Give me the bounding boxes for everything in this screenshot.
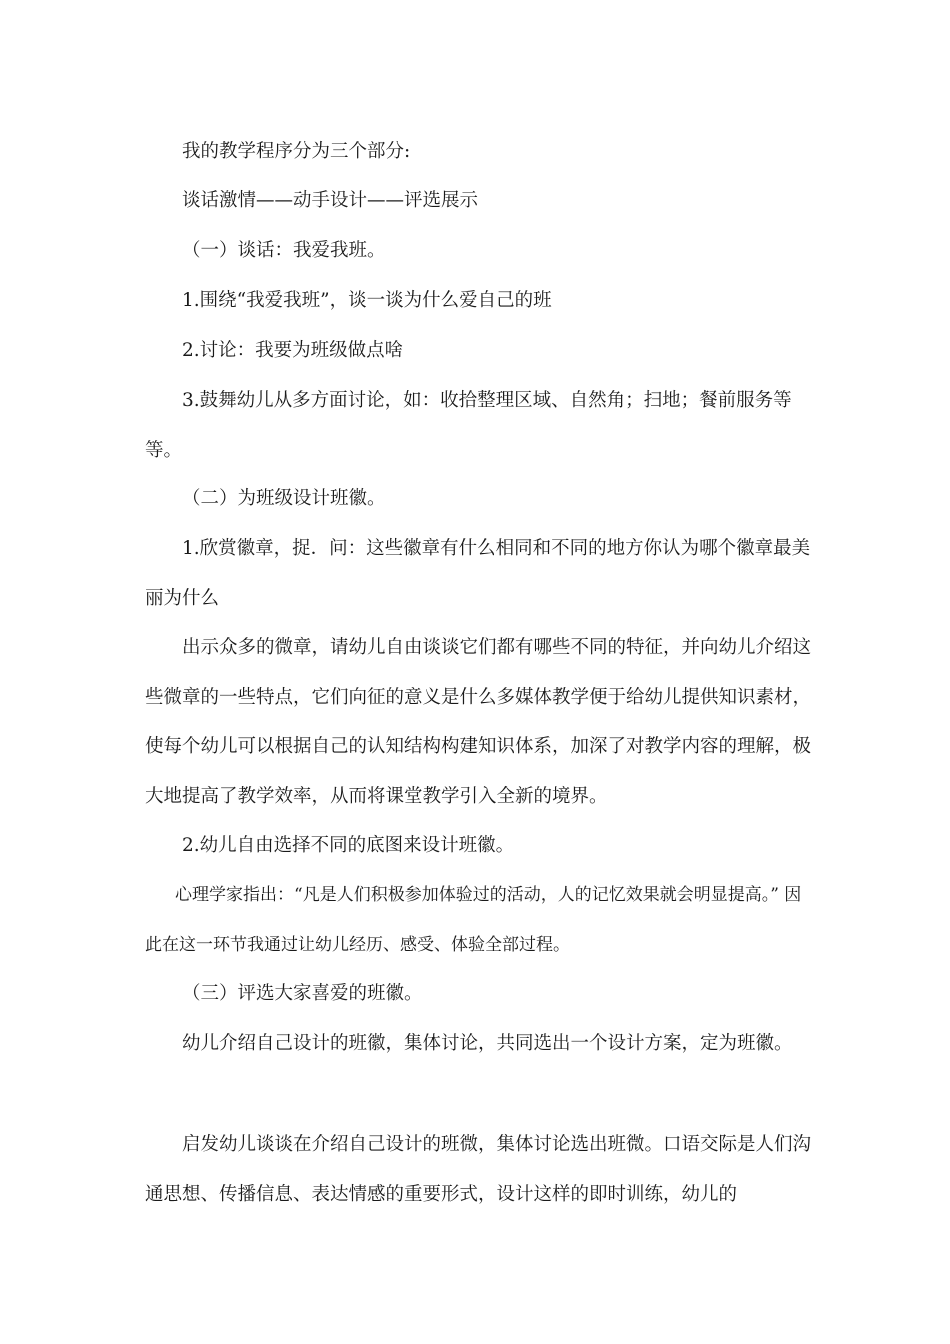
- section-heading-1: （一）谈话：我爱我班。: [182, 240, 386, 261]
- paragraph-psychologist-quote: 心理学家指出：“凡是人们积极参加体验过的活动，人的记忆效果就会明显提高。” 因此在这一环节我通过让幼儿经历、感受、体验全部过程。: [145, 885, 802, 955]
- paragraph-description: 出示众多的微章，请幼儿自由谈谈它们都有哪些不同的特征，并向幼儿介绍这些微章的一些特点，它们向征的意义是什么多媒体教学便于给幼儿提供知识素材，使每个幼儿可以根据自己的认知结构构建知识体系，加深了对教学内容的理解，极大地提高了教学效率，从而将课堂教学引入全新的境界。: [145, 637, 812, 807]
- section-heading-3: （三）评选大家喜爱的班徽。: [182, 983, 423, 1004]
- paragraph-closing: 启发幼儿谈谈在介绍自己设计的班微，集体讨论选出班微。口语交际是人们沟通思想、传播信息、表达情感的重要形式，设计这样的即时训练，幼儿的: [145, 1134, 812, 1205]
- paragraph-item-2-1: 1.欣赏徽章，捉．问：这些徽章有什么相同和不同的地方你认为哪个徽章最美丽为什么: [145, 538, 811, 609]
- paragraph-item-2-2: 2.幼儿自由选择不同的底图来设计班徽。: [182, 835, 515, 856]
- paragraph-item-1-1: 1.围绕“我爱我班”，谈一谈为什么爱自己的班: [182, 290, 552, 311]
- paragraph-intro: 我的教学程序分为三个部分:: [182, 141, 411, 162]
- paragraph-procedure: 谈话激情——动手设计——评选展示: [182, 190, 479, 211]
- section-heading-2: （二）为班级设计班徽。: [182, 488, 386, 509]
- paragraph-item-1-3: 3.鼓舞幼儿从多方面讨论，如：收拾整理区域、自然角；扫地；餐前服务等等。: [145, 390, 792, 461]
- paragraph-item-3-1: 幼儿介绍自己设计的班徽，集体讨论，共同选出一个设计方案，定为班徽。: [182, 1033, 793, 1054]
- paragraph-item-1-2: 2.讨论：我要为班级做点啥: [182, 340, 404, 361]
